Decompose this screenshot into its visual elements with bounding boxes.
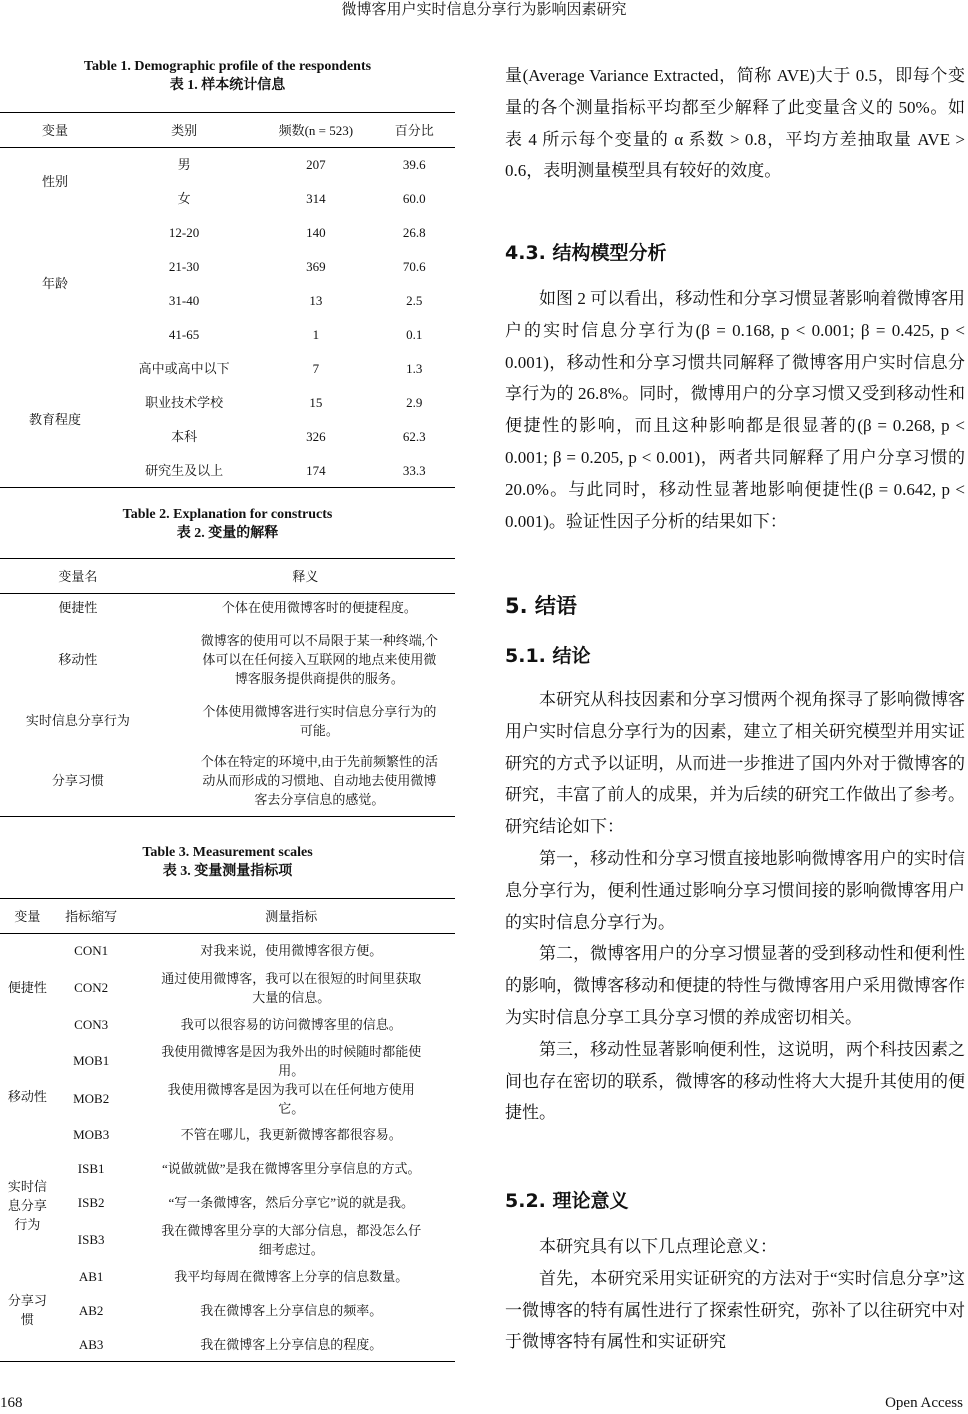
category-cell: 41-65 bbox=[168, 327, 200, 342]
indicator-text-cell: 我使用微博客是因为我外出的时候随时都能使用。 bbox=[161, 1043, 422, 1078]
percent-cell: 33.3 bbox=[402, 462, 426, 478]
category-cell: 男 bbox=[177, 157, 191, 173]
column-header: 变量 bbox=[41, 122, 68, 138]
category-cell: 职业技术学校 bbox=[145, 395, 224, 410]
construct-name-cell: 分享习惯 bbox=[51, 772, 104, 788]
percent-cell: 2.9 bbox=[406, 395, 423, 410]
body-paragraph bbox=[505, 60, 965, 187]
table-row bbox=[0, 1152, 455, 1186]
indicator-code-cell: ISB2 bbox=[77, 1195, 105, 1210]
percent-cell: 70.6 bbox=[402, 259, 426, 274]
frequency-cell: 326 bbox=[306, 429, 326, 444]
frequency-cell: 174 bbox=[306, 462, 326, 478]
indicator-text-cell: 不管在哪儿，我更新微博客都很容易。 bbox=[180, 1127, 402, 1142]
body-paragraphs bbox=[505, 684, 965, 1129]
constructs-table bbox=[0, 558, 455, 817]
paragraph: 本研究具有以下几点理论意义： bbox=[539, 1237, 777, 1256]
section-heading: 5.2. 理论意义 bbox=[505, 1190, 629, 1212]
column-header: 变量 bbox=[14, 908, 41, 924]
caption-en: Table 3. Measurement scales bbox=[142, 845, 313, 860]
indicator-code-cell: ISB3 bbox=[77, 1232, 105, 1247]
construct-name-cell: 移动性 bbox=[58, 651, 98, 667]
indicator-code-cell: CON3 bbox=[74, 1017, 109, 1032]
caption-zh: 表 1. 样本统计信息 bbox=[169, 78, 286, 93]
variable-cell: 分享习惯 bbox=[7, 1293, 47, 1328]
frequency-cell: 15 bbox=[309, 395, 323, 410]
frequency-cell: 207 bbox=[306, 157, 326, 173]
table-row bbox=[0, 594, 455, 622]
publisher: Open Access bbox=[885, 1395, 963, 1411]
indicator-text-cell: 对我来说，使用微博客很方便。 bbox=[200, 943, 383, 959]
construct-definition-cell: 个体在使用微博客时的便捷程度。 bbox=[221, 600, 417, 616]
frequency-cell: 314 bbox=[306, 191, 326, 206]
table-row bbox=[0, 697, 455, 745]
indicator-code-cell: AB1 bbox=[78, 1269, 104, 1284]
table-row bbox=[0, 1294, 455, 1328]
paragraph: 量(Average Variance Extracted，简称 AVE)大于 0.5，即每个变量的各个测量指标平均都至少解释了此变量含义的 50%。如表 4 所示每个变量的 α 系数 > 0.8，平均方差抽取量 AVE > 0.6，表明测量模型具有较好的效度。 bbox=[505, 66, 965, 181]
frequency-cell: 13 bbox=[309, 293, 323, 308]
table3-caption bbox=[0, 843, 455, 881]
percent-cell: 39.6 bbox=[402, 157, 426, 173]
percent-cell: 0.1 bbox=[406, 327, 423, 342]
indicator-code-cell: MOB1 bbox=[73, 1053, 110, 1068]
frequency-cell: 140 bbox=[306, 225, 326, 240]
indicator-code-cell: MOB3 bbox=[73, 1127, 110, 1142]
indicator-text-cell: 我可以很容易的访问微博客里的信息。 bbox=[180, 1017, 402, 1032]
column-header: 百分比 bbox=[394, 122, 434, 138]
table-row bbox=[0, 216, 455, 250]
table-row bbox=[0, 622, 455, 697]
column-header: 指标缩写 bbox=[65, 908, 118, 924]
indicator-code-cell: AB2 bbox=[78, 1303, 104, 1318]
category-cell: 高中或高中以下 bbox=[138, 361, 230, 376]
variable-cell: 便捷性 bbox=[7, 980, 47, 996]
indicator-code-cell: AB3 bbox=[78, 1336, 104, 1352]
indicator-text-cell: 通过使用微博客，我可以在很短的时间里获取大量的信息。 bbox=[161, 970, 422, 1005]
construct-name-cell: 实时信息分享行为 bbox=[25, 713, 130, 728]
frequency-cell: 1 bbox=[312, 327, 320, 342]
construct-definition-cell: 微博客的使用可以不局限于某一种终端,个体可以在任何接入互联网的地点来使用微博客服务提供商提供的服务。 bbox=[200, 632, 439, 686]
column-header: 类别 bbox=[171, 122, 198, 138]
construct-name-cell: 便捷性 bbox=[58, 600, 98, 616]
indicator-text-cell: “写一条微博客，然后分享它”说的就是我。 bbox=[168, 1195, 415, 1210]
variable-cell: 性别 bbox=[41, 174, 68, 190]
percent-cell: 2.5 bbox=[406, 293, 423, 308]
body-paragraphs bbox=[505, 1231, 965, 1358]
construct-definition-cell: 个体使用微博客进行实时信息分享行为的可能。 bbox=[202, 703, 437, 738]
caption-en: Table 1. Demographic profile of the respondents bbox=[83, 59, 372, 74]
indicator-text-cell: 我使用微博客是因为我可以在任何地方使用它。 bbox=[167, 1081, 415, 1116]
column-header: 变量名 bbox=[58, 568, 98, 584]
demographic-table bbox=[0, 112, 455, 488]
paragraph: 第二，微博客用户的分享习惯显著的受到移动性和便利性的影响，微博客移动和便捷的特性与微博客用户采用微博客作为实时信息分享工具分享习惯的养成密切相关。 bbox=[505, 944, 965, 1027]
table-row bbox=[0, 1260, 455, 1294]
column-header: 释义 bbox=[292, 568, 319, 584]
caption-zh: 表 3. 变量测量指标项 bbox=[162, 864, 293, 879]
table2-caption bbox=[0, 505, 455, 543]
table-row bbox=[0, 968, 455, 1008]
table-row bbox=[0, 745, 455, 817]
paragraph: 第一，移动性和分享习惯直接地影响微博客用户的实时信息分享行为，便利性通过影响分享习惯间接的影响微博客用户的实时信息分享行为。 bbox=[505, 848, 965, 932]
indicator-text-cell: 我在微博客里分享的大部分信息，都没怎么仔细考虑过。 bbox=[161, 1222, 422, 1257]
table-row bbox=[0, 1118, 455, 1152]
table-row bbox=[0, 148, 455, 182]
caption-en: Table 2. Explanation for constructs bbox=[122, 507, 333, 522]
body-paragraph bbox=[505, 283, 965, 537]
indicator-code-cell: MOB2 bbox=[73, 1091, 110, 1106]
variable-cell: 年龄 bbox=[41, 276, 68, 291]
category-cell: 研究生及以上 bbox=[145, 462, 224, 478]
section-heading: 4.3. 结构模型分析 bbox=[505, 242, 667, 264]
indicator-text-cell: “说做就做”是我在微博客里分享信息的方式。 bbox=[161, 1161, 421, 1176]
paragraph: 第三，移动性显著影响便利性，这说明，两个科技因素之间也存在密切的联系，微博客的移动性将大大提升其使用的便捷性。 bbox=[505, 1039, 965, 1123]
table-row bbox=[0, 934, 455, 968]
variable-cell: 教育程度 bbox=[28, 411, 81, 427]
table1-caption bbox=[0, 57, 455, 95]
percent-cell: 62.3 bbox=[402, 429, 426, 444]
percent-cell: 26.8 bbox=[402, 225, 426, 240]
running-header: 微博客用户实时信息分享行为影响因素研究 bbox=[341, 2, 627, 18]
indicator-text-cell: 我在微博客上分享信息的频率。 bbox=[200, 1303, 383, 1318]
measurement-table bbox=[0, 898, 455, 1362]
percent-cell: 60.0 bbox=[402, 191, 426, 206]
indicator-code-cell: ISB1 bbox=[77, 1161, 105, 1176]
paragraph: 首先，本研究采用实证研究的方法对于“实时信息分享”这一微博客的特有属性进行了探索性研究，弥补了以往研究中对于微博客特有属性和实证研究 bbox=[505, 1268, 965, 1352]
category-cell: 12-20 bbox=[168, 225, 200, 240]
table-row bbox=[0, 352, 455, 386]
percent-cell: 1.3 bbox=[406, 361, 423, 376]
category-cell: 31-40 bbox=[168, 293, 200, 308]
table-row bbox=[0, 1080, 455, 1118]
construct-definition-cell: 个体在特定的环境中,由于先前频繁性的活动从而形成的习惯地、自动地去使用微博客去分享信息的感觉。 bbox=[200, 753, 439, 807]
category-cell: 本科 bbox=[171, 429, 198, 444]
section-heading: 5.1. 结论 bbox=[505, 645, 591, 667]
variable-cell: 实时信息分享行为 bbox=[7, 1179, 47, 1232]
paragraph: 如图 2 可以看出，移动性和分享习惯显著影响着微博客用户的实时信息分享行为(β = 0.168, p < 0.001; β = 0.425, p < 0.001)，移动性和分享习惯共同解释了微博客用户实时信息分享行为的 26.8%。同时，微博用户的分享习惯又受到移动性和便捷性的影响，而且这种影响都是很显著的(β = 0.268, p < 0.001; β = 0.205, p < 0.001)，两者共同解释了用户分享习惯的 20.0%。与此同时，移动性显著地影响便捷性(β = 0.642, p < 0.001)。验证性因子分析的结果如下： bbox=[505, 289, 965, 531]
table-row bbox=[0, 1042, 455, 1080]
paragraph: 本研究从科技因素和分享习惯两个视角探寻了影响微博客用户实时信息分享行为的因素，建立了相关研究模型并用实证研究的方式予以证明，从而进一步推进了国内外对于微博客的研究，丰富了前人的成果，并为后续的研究工作做出了参考。研究结论如下： bbox=[505, 690, 965, 837]
frequency-cell: 7 bbox=[312, 361, 320, 376]
table-row bbox=[0, 1186, 455, 1220]
indicator-text-cell: 我平均每周在微博客上分享的信息数量。 bbox=[174, 1269, 409, 1284]
indicator-text-cell: 我在微博客上分享信息的程度。 bbox=[200, 1336, 383, 1352]
section-heading: 5. 结语 bbox=[505, 594, 577, 618]
variable-cell: 移动性 bbox=[7, 1089, 47, 1104]
column-header: 频数(n = 523) bbox=[278, 122, 354, 138]
table-row bbox=[0, 1220, 455, 1260]
table-row bbox=[0, 1008, 455, 1042]
column-header: 测量指标 bbox=[265, 908, 318, 924]
indicator-code-cell: CON1 bbox=[74, 943, 109, 959]
caption-zh: 表 2. 变量的解释 bbox=[176, 526, 279, 541]
category-cell: 21-30 bbox=[168, 259, 200, 274]
category-cell: 女 bbox=[177, 191, 191, 206]
page-number: 168 bbox=[0, 1395, 23, 1411]
table-row bbox=[0, 1328, 455, 1362]
frequency-cell: 369 bbox=[306, 259, 326, 274]
indicator-code-cell: CON2 bbox=[74, 980, 109, 995]
